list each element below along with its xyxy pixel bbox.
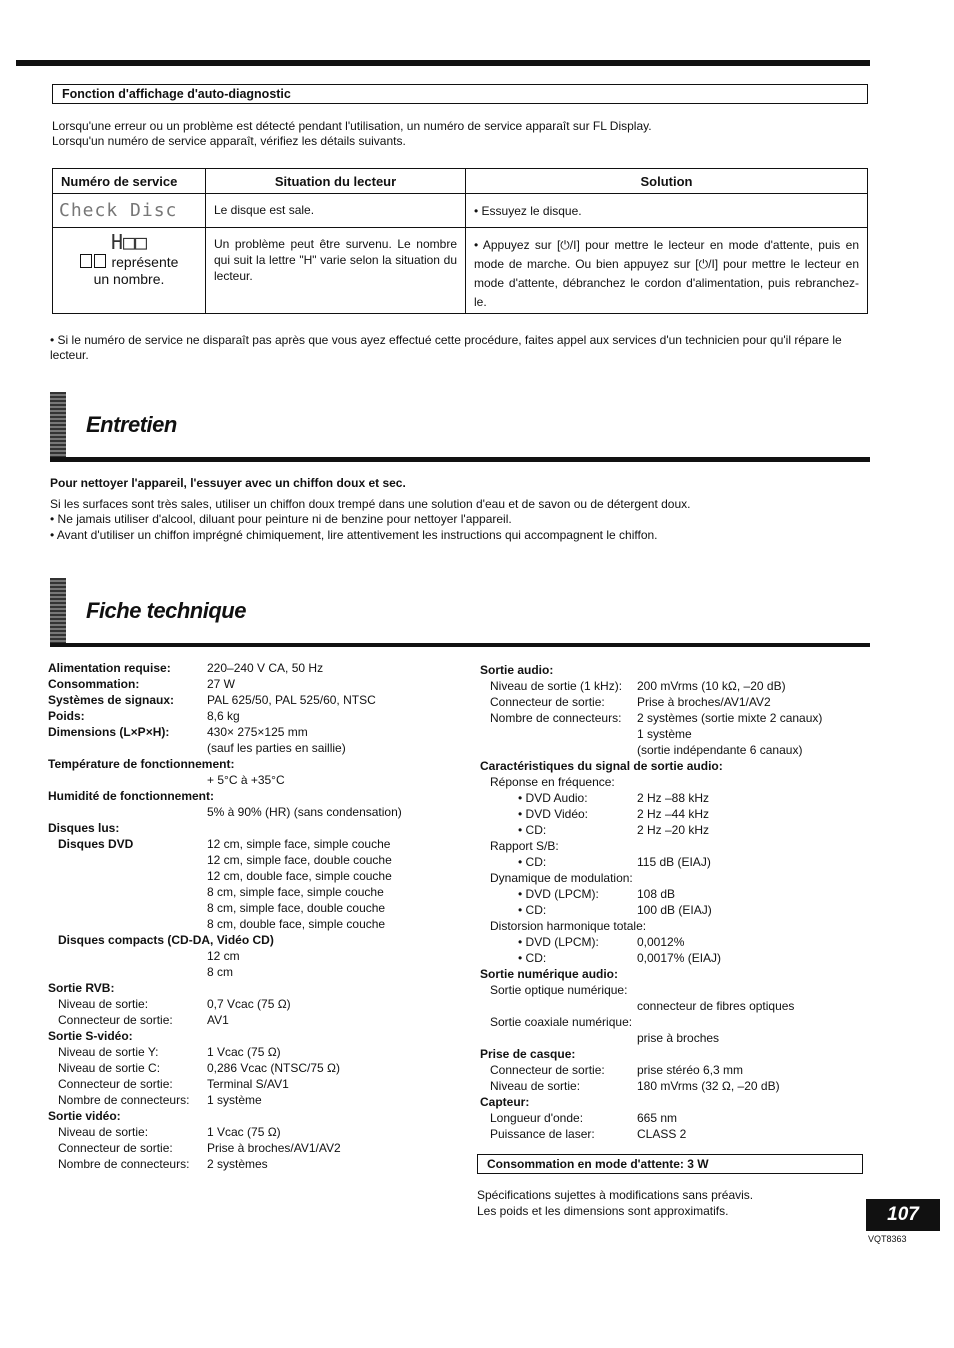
spec-label: Sortie S-vidéo: bbox=[48, 1029, 133, 1043]
spec-value: 0,0017% (EIAJ) bbox=[637, 951, 722, 965]
spec-label: Distorsion harmonique totale: bbox=[490, 919, 647, 933]
spec-value: 220–240 V CA, 50 Hz bbox=[207, 661, 324, 675]
spec-value: 0,7 Vcac (75 Ω) bbox=[207, 997, 291, 1011]
spec-value: (sortie indépendante 6 canaux) bbox=[637, 743, 803, 757]
spec-label: • CD: bbox=[518, 903, 547, 917]
spec-value: 8 cm, simple face, double couche bbox=[207, 901, 386, 915]
spec-label: Disques lus: bbox=[48, 821, 120, 835]
service-table bbox=[52, 168, 868, 314]
spec-row bbox=[480, 854, 880, 870]
spec-row bbox=[480, 1030, 880, 1046]
spec-label: • CD: bbox=[518, 823, 547, 837]
diag-note: • Si le numéro de service ne disparaît pas après que vous ayez effectué cette procédure, faites appel aux services d'un technicien pour qu'il répare le lecteur. bbox=[50, 333, 842, 362]
spec-value: 665 nm bbox=[637, 1111, 678, 1125]
spec-row bbox=[48, 980, 468, 996]
represent-text: représente bbox=[111, 254, 179, 270]
power-icon: ⏻ bbox=[698, 257, 709, 271]
spec-note-2: Les poids et les dimensions sont approximatifs. bbox=[477, 1204, 729, 1218]
spec-value: AV1 bbox=[207, 1013, 229, 1027]
spec-row bbox=[48, 724, 468, 740]
spec-label: Rapport S/B: bbox=[490, 839, 559, 853]
spec-note-1: Spécifications sujettes à modifications sans préavis. bbox=[477, 1188, 754, 1202]
header-solution: Solution bbox=[466, 169, 868, 194]
spec-value: prise stéréo 6,3 mm bbox=[637, 1063, 744, 1077]
spec-label: Puissance de laser: bbox=[490, 1127, 595, 1141]
spec-row bbox=[480, 982, 880, 998]
code-check-disc: Check Disc bbox=[59, 200, 178, 221]
spec-row bbox=[480, 806, 880, 822]
spec-value: 108 dB bbox=[637, 887, 676, 901]
spec-row bbox=[48, 1012, 468, 1028]
spec-label: Connecteur de sortie: bbox=[58, 1077, 173, 1091]
solution-part-c: /I] pour mettre le lecteur en mode d'attente, débranchez le cordon d'alimentation, puis rebranchez-le. bbox=[474, 257, 859, 309]
spec-label: Humidité de fonctionnement: bbox=[48, 789, 214, 803]
spec-right-column bbox=[480, 662, 880, 1142]
spec-row bbox=[480, 822, 880, 838]
spec-label: Connecteur de sortie: bbox=[490, 695, 605, 709]
spec-label: Disques DVD bbox=[58, 837, 134, 851]
entretien-line-3: • Avant d'utiliser un chiffon imprégné chimiquement, lire attentivement les instructions qui accompagnent le chiffon. bbox=[50, 528, 658, 542]
spec-label: Sortie coaxiale numérique: bbox=[490, 1015, 633, 1029]
spec-label: • CD: bbox=[518, 855, 547, 869]
spec-value: 27 W bbox=[207, 677, 236, 691]
spec-row bbox=[480, 678, 880, 694]
spec-label: Prise de casque: bbox=[480, 1047, 576, 1061]
spec-label: Connecteur de sortie: bbox=[58, 1141, 173, 1155]
spec-value: 12 cm bbox=[207, 949, 240, 963]
top-rule bbox=[16, 60, 870, 66]
spec-value: 1 Vcac (75 Ω) bbox=[207, 1045, 281, 1059]
diag-title: Fonction d'affichage d'auto-diagnostic bbox=[62, 87, 291, 101]
spec-row bbox=[48, 1060, 468, 1076]
spec-value: 8 cm bbox=[207, 965, 234, 979]
spec-row bbox=[48, 836, 468, 852]
spec-label: Niveau de sortie Y: bbox=[58, 1045, 159, 1059]
spec-row bbox=[480, 838, 880, 854]
diag-intro-2: Lorsqu'un numéro de service apparaît, vérifiez les détails suivants. bbox=[52, 134, 406, 148]
spec-row bbox=[48, 740, 468, 756]
spec-left-column bbox=[48, 660, 468, 1172]
spec-row bbox=[48, 1028, 468, 1044]
spec-label: • DVD Vidéo: bbox=[518, 807, 589, 821]
spec-row bbox=[480, 1046, 880, 1062]
spec-row bbox=[48, 1124, 468, 1140]
code-h-number: H□□ bbox=[110, 230, 148, 254]
spec-row bbox=[480, 1014, 880, 1030]
spec-value: 0,0012% bbox=[637, 935, 685, 949]
spec-value: Terminal S/AV1 bbox=[207, 1077, 289, 1091]
spec-row bbox=[48, 804, 468, 820]
spec-row bbox=[480, 774, 880, 790]
diag-intro-1: Lorsqu'une erreur ou un problème est détecté pendant l'utilisation, un numéro de service apparaît sur FL Display. bbox=[52, 119, 652, 133]
spec-label: Systèmes de signaux: bbox=[48, 693, 175, 707]
spec-row bbox=[480, 1126, 880, 1142]
spec-value: 2 Hz –44 kHz bbox=[637, 807, 710, 821]
spec-row bbox=[48, 756, 468, 772]
spec-row bbox=[480, 886, 880, 902]
spec-label: Connecteur de sortie: bbox=[490, 1063, 605, 1077]
spec-row bbox=[48, 996, 468, 1012]
spec-row bbox=[480, 1094, 880, 1110]
spec-row bbox=[48, 868, 468, 884]
spec-row bbox=[48, 948, 468, 964]
spec-value: 2 systèmes (sortie mixte 2 canaux) bbox=[637, 711, 823, 725]
spec-row bbox=[48, 932, 468, 948]
spec-label: Alimentation requise: bbox=[48, 661, 171, 675]
spec-value: prise à broches bbox=[637, 1031, 720, 1045]
spec-value: 8,6 kg bbox=[207, 709, 240, 723]
spec-row bbox=[480, 1078, 880, 1094]
spec-label: Réponse en fréquence: bbox=[490, 775, 615, 789]
spec-row bbox=[48, 676, 468, 692]
entretien-line-1: Si les surfaces sont très sales, utiliser un chiffon doux trempé dans une solution d'eau et de savon ou de détergent doux. bbox=[50, 497, 691, 511]
spec-label: Sortie RVB: bbox=[48, 981, 115, 995]
spec-value: 200 mVrms (10 kΩ, –20 dB) bbox=[637, 679, 786, 693]
code-represent-line bbox=[53, 254, 205, 271]
solution-wipe-disc: • Essuyez le disque. bbox=[474, 204, 582, 218]
represent-text-2: un nombre. bbox=[93, 271, 165, 287]
section-marker bbox=[50, 578, 66, 644]
solution-part-a: • Appuyez sur [ bbox=[474, 238, 561, 252]
spec-label: Sortie optique numérique: bbox=[490, 983, 628, 997]
power-icon: ⏻ bbox=[560, 238, 570, 252]
spec-value: Prise à broches/AV1/AV2 bbox=[207, 1141, 341, 1155]
spec-row bbox=[48, 692, 468, 708]
spec-value: 12 cm, simple face, double couche bbox=[207, 853, 392, 867]
spec-row bbox=[480, 662, 880, 678]
spec-value: 0,286 Vcac (NTSC/75 Ω) bbox=[207, 1061, 341, 1075]
spec-row bbox=[480, 742, 880, 758]
spec-row bbox=[48, 1156, 468, 1172]
spec-value: 115 dB (EIAJ) bbox=[637, 855, 711, 869]
spec-value: PAL 625/50, PAL 525/60, NTSC bbox=[207, 693, 376, 707]
spec-label: Consommation: bbox=[48, 677, 140, 691]
spec-row bbox=[480, 966, 880, 982]
spec-value: 12 cm, simple face, simple couche bbox=[207, 837, 391, 851]
spec-label: Nombre de connecteurs: bbox=[58, 1093, 190, 1107]
spec-row bbox=[48, 772, 468, 788]
spec-label: Nombre de connecteurs: bbox=[58, 1157, 190, 1171]
spec-label: Dimensions (L×P×H): bbox=[48, 725, 170, 739]
spec-row bbox=[480, 998, 880, 1014]
spec-row bbox=[48, 916, 468, 932]
spec-value: 12 cm, double face, simple couche bbox=[207, 869, 392, 883]
spec-value: 180 mVrms (32 Ω, –20 dB) bbox=[637, 1079, 780, 1093]
spec-row bbox=[48, 660, 468, 676]
entretien-rule bbox=[50, 457, 870, 462]
spec-value: 8 cm, simple face, simple couche bbox=[207, 885, 384, 899]
spec-row bbox=[480, 902, 880, 918]
spec-label: Nombre de connecteurs: bbox=[490, 711, 622, 725]
spec-row bbox=[48, 964, 468, 980]
spec-row bbox=[480, 790, 880, 806]
digit-box-icon bbox=[80, 254, 92, 268]
spec-row bbox=[48, 1140, 468, 1156]
spec-value: 5% à 90% (HR) (sans condensation) bbox=[207, 805, 402, 819]
spec-value: 1 système bbox=[207, 1093, 262, 1107]
section-marker bbox=[50, 392, 66, 458]
spec-label: Niveau de sortie: bbox=[490, 1079, 581, 1093]
spec-label: Caractéristiques du signal de sortie audio: bbox=[480, 759, 723, 773]
entretien-title: Entretien bbox=[86, 412, 177, 437]
spec-label: Sortie vidéo: bbox=[48, 1109, 121, 1123]
spec-value: 1 système bbox=[637, 727, 692, 741]
spec-value: 100 dB (EIAJ) bbox=[637, 903, 712, 917]
spec-label: Capteur: bbox=[480, 1095, 530, 1109]
spec-label: Disques compacts (CD-DA, Vidéo CD) bbox=[58, 933, 274, 947]
header-situation: Situation du lecteur bbox=[206, 169, 466, 194]
spec-row bbox=[48, 900, 468, 916]
spec-value: CLASS 2 bbox=[637, 1127, 687, 1141]
spec-label: Niveau de sortie: bbox=[58, 1125, 149, 1139]
spec-row bbox=[480, 1062, 880, 1078]
spec-label: Niveau de sortie C: bbox=[58, 1061, 161, 1075]
fiche-title: Fiche technique bbox=[86, 598, 246, 623]
spec-value: 2 Hz –20 kHz bbox=[637, 823, 710, 837]
entretien-line-2: • Ne jamais utiliser d'alcool, diluant pour peinture ni de benzine pour nettoyer l'appareil. bbox=[50, 512, 512, 526]
situation-dirty-disc: Le disque est sale. bbox=[214, 203, 315, 217]
spec-row bbox=[48, 884, 468, 900]
spec-label: Température de fonctionnement: bbox=[48, 757, 235, 771]
spec-row bbox=[48, 788, 468, 804]
spec-row bbox=[48, 820, 468, 836]
spec-label: Poids: bbox=[48, 709, 85, 723]
spec-row bbox=[480, 870, 880, 886]
digit-box-icon bbox=[94, 254, 106, 268]
spec-label: Connecteur de sortie: bbox=[58, 1013, 173, 1027]
page-number: 107 bbox=[866, 1199, 940, 1231]
spec-row bbox=[48, 1044, 468, 1060]
spec-label: • DVD (LPCM): bbox=[518, 887, 599, 901]
spec-row bbox=[48, 708, 468, 724]
spec-row bbox=[48, 852, 468, 868]
spec-value: 8 cm, double face, simple couche bbox=[207, 917, 386, 931]
spec-label: • CD: bbox=[518, 951, 547, 965]
spec-value: connecteur de fibres optiques bbox=[637, 999, 795, 1013]
spec-value: 1 Vcac (75 Ω) bbox=[207, 1125, 281, 1139]
spec-label: Longueur d'onde: bbox=[490, 1111, 584, 1125]
spec-label: Niveau de sortie (1 kHz): bbox=[490, 679, 623, 693]
spec-label: Niveau de sortie: bbox=[58, 997, 149, 1011]
spec-value: 2 systèmes bbox=[207, 1157, 268, 1171]
solution-part-b: /I] pour mettre le lecteur en mode d'attente, puis en mode de marche. Ou bien appuyez sur [ bbox=[474, 238, 859, 271]
spec-value: Prise à broches/AV1/AV2 bbox=[637, 695, 771, 709]
spec-label: Dynamique de modulation: bbox=[490, 871, 633, 885]
header-service-number: Numéro de service bbox=[53, 169, 206, 194]
spec-label: • DVD Audio: bbox=[518, 791, 588, 805]
spec-row bbox=[480, 758, 880, 774]
spec-row bbox=[480, 726, 880, 742]
spec-label: Sortie audio: bbox=[480, 663, 554, 677]
spec-row bbox=[480, 694, 880, 710]
spec-row bbox=[48, 1092, 468, 1108]
entretien-bold-line: Pour nettoyer l'appareil, l'essuyer avec un chiffon doux et sec. bbox=[50, 476, 406, 490]
spec-row bbox=[480, 1110, 880, 1126]
spec-row bbox=[480, 934, 880, 950]
spec-value: 430× 275×125 mm bbox=[207, 725, 308, 739]
spec-row bbox=[48, 1108, 468, 1124]
spec-value: 2 Hz –88 kHz bbox=[637, 791, 710, 805]
doc-code: VQT8363 bbox=[868, 1234, 907, 1244]
spec-label: • DVD (LPCM): bbox=[518, 935, 599, 949]
spec-row bbox=[48, 1076, 468, 1092]
spec-row bbox=[480, 918, 880, 934]
spec-row bbox=[480, 710, 880, 726]
spec-row bbox=[480, 950, 880, 966]
fiche-rule bbox=[50, 643, 870, 647]
spec-value: + 5°C à +35°C bbox=[207, 773, 285, 787]
spec-label: Sortie numérique audio: bbox=[480, 967, 619, 981]
standby-consumption: Consommation en mode d'attente: 3 W bbox=[487, 1157, 709, 1171]
spec-value: (sauf les parties en saillie) bbox=[207, 741, 346, 755]
situation-problem: Un problème peut être survenu. Le nombre qui suit la lettre "H" varie selon la situation du lecteur. bbox=[214, 237, 457, 283]
